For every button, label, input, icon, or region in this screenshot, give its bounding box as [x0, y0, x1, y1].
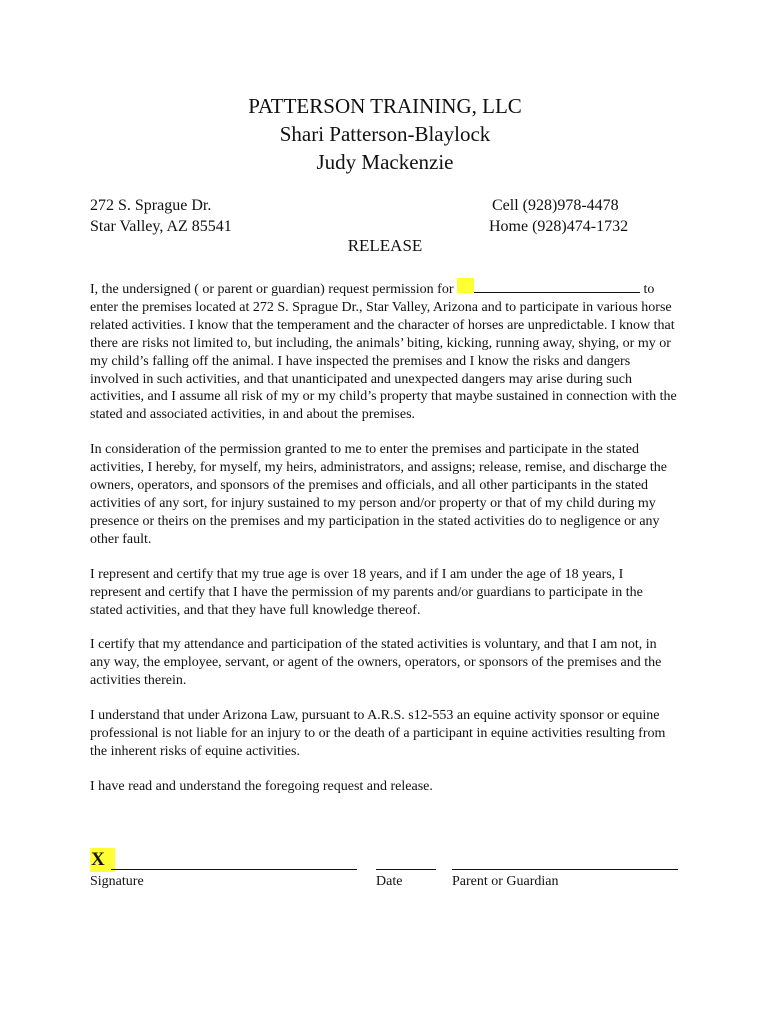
participant-field-highlight	[457, 278, 474, 293]
date-field[interactable]	[376, 869, 436, 870]
signature-area	[90, 848, 680, 898]
home-phone: Home (928)474-1732	[489, 218, 629, 235]
paragraph-arizona-law: I understand that under Arizona Law, pursuant to A.R.S. s12-553 an equine activity sponsor or equine professional is not liable for an injury to or the death of a participant in equine activities resulting from the inherent risks of equine activities.	[90, 708, 666, 759]
permission-lead-text: I, the undersigned ( or parent or guardian) request permission for	[90, 282, 457, 297]
permission-rest-text: to enter the premises located at 272 S. Sprague Dr., Star Valley, Arizona and to participate in various horse related activities. I know that the temperament and the character of horses are unpredictable. I know that there are risks not limited to, but including, the animals’ biting, kicking, running away, shying, or my or my child’s falling off the animal. I have inspected the premises and I know the risks and dangers involved in such activities, and that unanticipated and unexpected dangers may arise during such activities, and I assume all risk of my or my child’s property that maybe sustained in connection with the stated and associated activities, in and about the premises.	[90, 282, 677, 423]
street-line: 272 S. Sprague Dr.	[90, 197, 212, 214]
paragraph-voluntary: I certify that my attendance and participation of the stated activities is voluntary, and that I am not, in any way, the employee, servant, or agent of the owners, operators, or sponsors of the premises and the activities therein.	[90, 637, 662, 689]
participant-name-field[interactable]	[457, 278, 640, 293]
city-line: Star Valley, AZ 85541	[90, 218, 232, 235]
street-address-block	[90, 195, 232, 237]
paragraph-permission	[90, 278, 678, 424]
date-label: Date	[376, 874, 403, 889]
paragraph-acknowledgement: I have read and understand the foregoing request and release.	[90, 778, 433, 794]
paragraph-age: I represent and certify that my true age is over 18 years, and if I am under the age of 18 years, I represent and certify that I have the permission of my parents and/or guardians to participate in the stated activities, and that they have full knowledge thereof.	[90, 566, 643, 618]
letterhead	[0, 92, 770, 176]
parent-guardian-label: Parent or Guardian	[452, 874, 559, 889]
parent-guardian-field[interactable]	[452, 869, 678, 870]
signature-field[interactable]	[111, 869, 357, 870]
paragraph-consideration: In consideration of the permission granted to me to enter the premises and participate in the stated activities, I hereby, for myself, my heirs, administrators, and assigns; release, remise, and discharge the owners, operators, and sponsors of the premises and officials, and all other participants in the stated activities of any sort, for injury sustained to my person and/or property or that of my child during my presence or theirs on the premises and my participation in the stated activities do to negligence or any other fault.	[90, 442, 667, 547]
signature-label: Signature	[90, 874, 144, 889]
phone-block	[489, 195, 628, 237]
document-title: RELEASE	[347, 236, 423, 255]
release-body	[90, 278, 678, 813]
company-name: PATTERSON TRAINING, LLC	[248, 94, 522, 118]
owner-name-1: Shari Patterson-Blaylock	[279, 122, 491, 146]
owner-name-2: Judy Mackenzie	[316, 150, 454, 174]
signature-x-mark: X	[90, 848, 115, 872]
cell-phone: Cell (928)978-4478	[492, 197, 619, 214]
